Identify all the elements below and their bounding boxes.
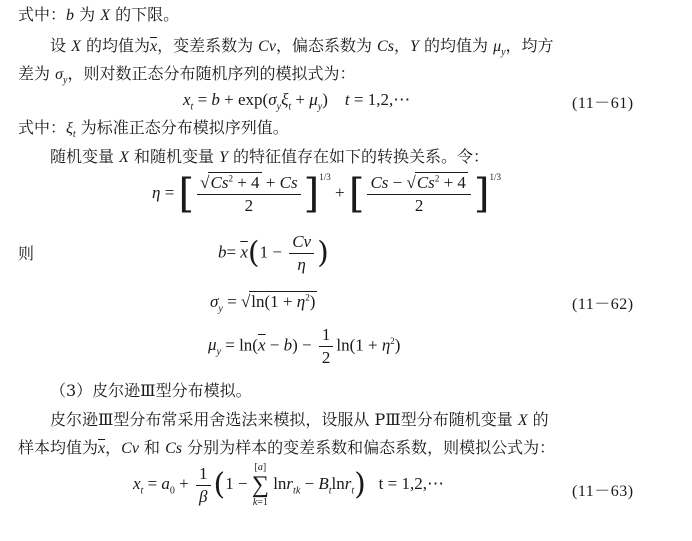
text-ze: 则	[18, 244, 35, 263]
text-line-6: （3）皮尔逊Ⅲ型分布模拟。	[50, 381, 252, 400]
text-line-3: 差为 $\sigma_y$，则对数正态分布随机序列的模拟式为：	[18, 64, 356, 87]
equation-sigma-y: $\sigma_y = √\ln(1 + \eta^2)$	[210, 292, 316, 315]
equation-63-range: t = 1,2,⋯	[378, 473, 444, 493]
equation-eta: η = [ $\frac{√Cs^2 + 4 + Cs}{2}$ ]$^{1/3}$ + [ $\frac{Cs - √Cs^2 + 4}{2}$ ]$^{1/3}$	[152, 171, 502, 218]
equation-b: $b= \overline{x}(1$ − $\frac{Cv}{\eta}$ )	[218, 232, 329, 274]
text-line-7: 皮尔逊Ⅲ型分布常采用舍选法来模拟，设服从 PⅢ型分布随机变量 X 的	[50, 410, 549, 429]
equation-label-11-61: (11－61)	[572, 95, 634, 112]
text-line-1: 式中：b 为 X 的下限。	[18, 5, 180, 24]
equation-label-11-63: (11－63)	[572, 483, 634, 500]
equation-label-11-62: (11－62)	[572, 296, 634, 313]
text-line-8: 样本均值为$\overline{x}$，Cv 和 Cs 分别为样本的变差系数和偏态系数，则模拟公式为：	[18, 438, 556, 457]
text-line-2: 设 X 的均值为$\overline{x}$，变差系数为 Cv，偏态系数为 Cs，Y 的均值为 $\mu_y$，均方	[50, 36, 554, 59]
equation-11-63: $x_t = a_0$ + $\frac{1}{\beta}$ (1 − [a] ∑ k=1 $\ln r_{tk} - B_t\ln r_t$) t = 1,2,⋯	[133, 462, 444, 508]
text-line-4: 式中：$\xi_t$ 为标准正态分布模拟序列值。	[18, 118, 289, 141]
text-line-5: 随机变量 X 和随机变量 Y 的特征值存在如下的转换关系。令：	[50, 147, 490, 166]
equation-11-61: $x_t = b + \exp(\sigma_y\xi_t + \mu_y)$ t = 1,2,⋯	[183, 90, 411, 113]
equation-mu-y: $\mu_y = \ln(\overline{x} - b)$ − $\frac{1}{2}$ $\ln(1 + \eta^2)$	[208, 325, 401, 367]
